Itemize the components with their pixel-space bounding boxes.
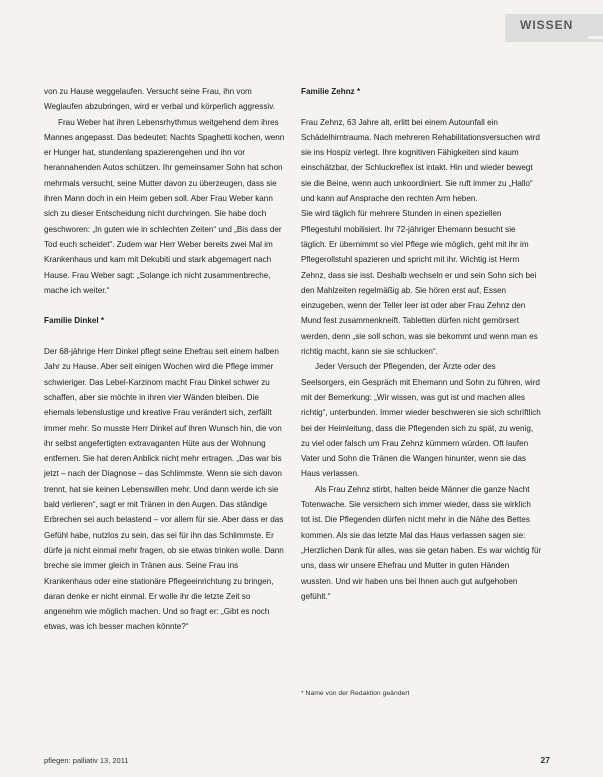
paragraph: von zu Hause weggelaufen. Versucht seine Frau, ihn vom Weglaufen abzubringen, wird er verbal und körperlich aggressiv. [44,87,275,112]
footnote: * Name von der Redaktion geändert [301,690,410,697]
paragraph: Frau Weber hat ihren Lebensrhythmus weitgehend dem ihres Mannes angepasst. Das bedeutet: Nachts Spaghetti kochen, wenn er Hunger hat, stundenlang spazierengehen und ihn vor herannahenden Autos schützen. Ihr gemeinsamer Sohn hat schon mehrmals versucht, seine Mutter davon zu überzeugen, dass sie ihren Mann doch in ein Heim geben soll. Aber Frau Weber kann sich zu dieser Entscheidung nicht durchringen. Sie habe doch geschworen: „In guten wie in schlechten Zeiten“ und „Bis dass der Tod euch scheidet“. Zudem war Herr Weber bereits zwei Mal im Krankenhaus und kam mit Dekubiti und stark abgemagert nach Hause. Frau Weber sagt: „Solange ich nicht zusammenbreche, mache ich weiter.“ [44,117,285,295]
paragraph: Sie wird täglich für mehrere Stunden in einen speziellen Pflegestuhl mobilisiert. Ihr 72-jähriger Ehemann besucht sie täglich. Er übernimmt so viel Pflege wie möglich, geht mit ihr im Pflegerollstuhl spazieren und spricht mit ihr. Wichtig ist Herrn Zehnz, dass sie isst. Deshalb wechseln er und sein Sohn sich bei den Mahlzeiten regelmäßig ab. Sie hören erst auf, Essen einzugeben, wenn der Teller leer ist oder aber Frau Zehnz den Mund fest zusammenkneift. Tabletten dürfen nicht gemörsert werden, denn „sie soll schon, was sie bekommt und wenn man es richtig macht, kann sie sie schlucken“. [301,209,538,357]
page-number: 27 [540,755,550,765]
publication-footer: pflegen: palliativ 13, 2011 [44,756,129,765]
section-title: WISSEN [520,18,574,32]
spacer [44,329,285,344]
section-tab-notch [588,36,603,39]
heading-familie-dinkel: Familie Dinkel * [44,316,105,326]
paragraph: Frau Zehnz, 63 Jahre alt, erlitt bei einem Autounfall ein Schädelhirntrauma. Nach mehreren Rehabilitationsversuchen wird sie ins Hospiz verlegt. Ihre kognitiven Fähigkeiten sind kaum einschätzbar, der Schluckreflex ist intakt. Hin und wieder bewegt sie die Beine, wenn auch unkoordiniert. Sie ruft immer zu „Hallo“ und kann auf Ansprache den rechten Arm heben. [301,117,540,204]
spacer [44,298,285,313]
paragraph: Jeder Versuch der Pflegenden, der Ärzte oder des Seelsorgers, ein Gespräch mit Ehemann und Sohn zu führen, wird mit der Bemerkung: „Wir wissen, was gut ist und machen alles richtig“, unterbunden. Immer wieder beschweren sie sich schriftlich bei der Heimleitung, dass die Pflegenden sich zu spät, zu wenig, zu viel oder falsch um Frau Zehnz kümmern würden. Oft laufen Vater und Sohn die Tränen die Wangen hinunter, wenn sie das Haus verlassen. [301,362,541,479]
paragraph: Der 68-jährige Herr Dinkel pflegt seine Ehefrau seit einem halben Jahr zu Hause. Aber seit einigen Wochen wird die Pflege immer schwieriger. Das Lebel-Karzinom macht Frau Dinkel schwer zu schaffen, aber sie möchte in ihren vier Wänden bleiben. Die ehemals lebenslustige und kreative Frau verändert sich, zerfällt immer mehr. So musste Herr Dinkel auf ihren Wunsch hin, die von ihr selbst angefertigten extravaganten Hüte aus der Wohnung entfernen. Sie hat deren Anblick nicht mehr ertragen. „Das war bis jetzt – nach der Diagnose – das Schlimmste. Wenn sie sich davon trennt, hat sie keinen Lebenswillen mehr. Und dann werde ich sie bald verlieren“, sagt er mit Tränen in den Augen. Das ständige Erbrechen sei auch belastend – vor allem für sie. Aber dass er das Gefühl habe, nutzlos zu sein, das sei für ihn das Schlimmste. Er dürfe ja nicht einmal mehr fragen, ob sie etwas trinken wolle. Dann breche sie immer gleich in Tränen aus. Seine Frau ins Krankenhaus oder eine stationäre Pflegeeinrichtung zu bringen, daran denke er nicht einmal. Er wolle ihr die letzte Zeit so angenehm wie möglich machen. Und so fragt er: „Gibt es noch etwas, was ich besser machen könnte?“ [44,347,284,632]
heading-familie-zehnz: Familie Zehnz * [301,87,361,96]
right-column [301,84,542,604]
left-column [44,84,285,635]
paragraph: Als Frau Zehnz stirbt, halten beide Männer die ganze Nacht Totenwache. Sie versichern sich immer wieder, dass sie wirklich tot ist. Die Pflegenden dürfen nicht mehr in die Nähe des Bettes kommen. Als sie das letzte Mal das Haus verlassen sagen sie: „Herzlichen Dank für alles, was sie getan haben. Es war wichtig für uns, dass wir unsere Ehefrau und Mutter in guten Händen wussten. Und wir haben uns bei Ihnen auch gut aufgehoben gefühlt.“ [301,484,542,601]
spacer [301,99,542,114]
